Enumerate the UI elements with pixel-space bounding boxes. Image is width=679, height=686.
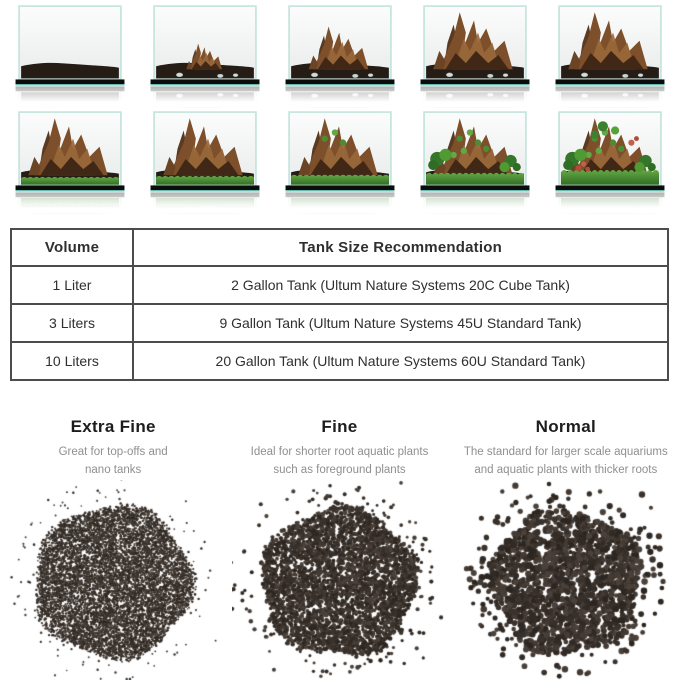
grade-title: Extra Fine — [70, 417, 156, 436]
grade-description: Ideal for shorter root aquatic plants such as foreground plants — [250, 446, 429, 476]
volume-cell: 3 Liters — [11, 304, 133, 342]
tank-photo-stage-2 — [139, 2, 270, 108]
fine-pile-image — [232, 480, 446, 680]
recommendation-cell: 2 Gallon Tank (Ultum Nature Systems 20C Cube Tank) — [133, 266, 668, 304]
tank-size-table — [10, 228, 669, 381]
grain-size-section — [0, 417, 679, 680]
recommendation-cell: 20 Gallon Tank (Ultum Nature Systems 60U Standard Tank) — [133, 342, 668, 380]
tank-progression-grid — [0, 0, 679, 214]
tank-photo-stage-4 — [409, 2, 540, 108]
tank-photo — [554, 2, 666, 108]
volume-cell: 1 Liter — [11, 266, 133, 304]
tank-photo-stage-1 — [4, 2, 135, 108]
tank-photo — [149, 2, 261, 108]
tank-photo — [284, 2, 396, 108]
tank-photo — [554, 108, 666, 214]
grade-normal — [453, 417, 679, 680]
table-row — [11, 266, 668, 304]
tank-photo — [419, 2, 531, 108]
tank-photo-stage-6 — [4, 108, 135, 214]
tank-photo-stage-7 — [139, 108, 270, 214]
tank-photo-stage-10 — [544, 108, 675, 214]
tank-photo — [419, 108, 531, 214]
grade-title: Normal — [535, 417, 596, 436]
tank-photo — [14, 2, 126, 108]
volume-cell: 10 Liters — [11, 342, 133, 380]
extra-fine-pile-image — [6, 480, 220, 680]
tank-photo — [149, 108, 261, 214]
tank-photo-stage-5 — [544, 2, 675, 108]
tank-photo-stage-9 — [409, 108, 540, 214]
table-row — [11, 304, 668, 342]
table-header-row — [11, 229, 668, 266]
tank-photo — [14, 108, 126, 214]
grade-description: The standard for larger scale aquariums and aquatic plants with thicker roots — [463, 446, 668, 476]
grade-fine — [226, 417, 452, 680]
table-header-recommendation: Tank Size Recommendation — [133, 229, 668, 266]
normal-pile-image — [459, 480, 673, 680]
grade-extra-fine — [0, 417, 226, 680]
table-header-volume: Volume — [11, 229, 133, 266]
tank-photo-stage-3 — [274, 2, 405, 108]
tank-photo — [284, 108, 396, 214]
grade-description: Great for top-offs and nano tanks — [58, 446, 168, 476]
recommendation-cell: 9 Gallon Tank (Ultum Nature Systems 45U Standard Tank) — [133, 304, 668, 342]
tank-photo-stage-8 — [274, 108, 405, 214]
table-row — [11, 342, 668, 380]
grade-title: Fine — [321, 417, 358, 436]
